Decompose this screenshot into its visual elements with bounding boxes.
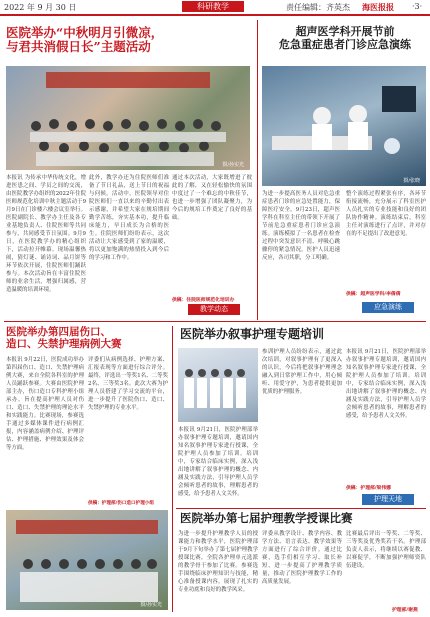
article4-author: 供稿：护理部/梁伟娜	[346, 485, 391, 491]
page-number: ·3·	[412, 2, 423, 11]
article1-column-2: 此外，教学办还为住院医师们准备了节日礼品，送上节日的祝福与问候。活动中，医院领导对住院医师们一直以来的辛勤付出表示感谢，并希望大家在规培期间勤学苦练，夯实基本功，提升临床能力，早日成长为合格的医生。住院医师们纷纷表示，这次活动让大家感受到了家的温暖，将以更加饱满的热情投入到今后的学习和工作中。	[89, 175, 169, 261]
article3-column-1: 本报讯 9月22日，医院成功举办第四届伤口、造口、失禁护理病例大赛，来自全院各科室的护理人员踊跃参赛。大赛由医院护理部主办，伤口造口专科护理小组承办，旨在提高护理人员对伤口、造口、失禁护理的理论水平和实践能力。比赛现场，参赛选手通过多媒体课件进行病例汇报，内容涵盖病例介绍、护理评估、护理措施、护理效果及体会等方面。	[6, 357, 84, 451]
editor-credit: 责任编辑：齐英杰	[286, 3, 350, 12]
article4-column-2: 参训护理人员纷纷表示，通过此次培训，对叙事护理有了更深入的认识，今后将把叙事护理理念融入到日常护理工作中，用心倾听、用爱守护，为患者提供更加优质的护理服务。	[262, 349, 342, 395]
article2-author: 供稿：超声医学科/李倩倩	[346, 291, 401, 297]
article2-title	[264, 26, 426, 51]
article1-column-3: 通过本次活动，大家既增进了彼此的了解，又在轻松愉快的氛围中度过了一个难忘的中秋佳节，也进一步增强了团队凝聚力，为今后的规培工作奠定了良好的基础。	[172, 175, 252, 221]
article1-author: 供稿：住院医师规范化培训办	[172, 297, 235, 303]
article3-title-line1: 医院举办第四届伤口、	[6, 326, 111, 338]
article4-section-tag: 护理天地	[362, 494, 414, 505]
paper-name: 海医报报	[362, 2, 394, 12]
article3-photo-caption: 摄/孙实光	[140, 602, 162, 608]
article3-title-line2: 造口、失禁护理病例大赛	[6, 338, 122, 351]
group-photo-illustration	[6, 66, 250, 170]
article2-title-line2: 危急重症患者门诊应急演练	[279, 37, 411, 51]
article5-column-1: 为进一步提升护理教学人员的授课能力和教学水平，医院护理部于9月下旬举办了第七届护理教学授课比赛，全院各护理单元选派的教学骨干参加了比赛。参赛选手围绕临床护理知识与技能，精心准备授课内容，展现了扎实的专业功底和良好的教学风采。	[178, 531, 258, 593]
article1-photo-caption: 摄/孙实光	[222, 162, 244, 168]
header-rule	[0, 14, 430, 16]
bottom-column-divider	[172, 326, 173, 612]
article2-section-tag: 应急演练	[362, 302, 414, 313]
issue-date: 2022 年 9 月 30 日	[4, 3, 77, 12]
article5-title: 医院举办第七届护理教学授课比赛	[180, 511, 353, 525]
article2-photo-caption: 摄/张晓	[403, 178, 420, 184]
lower-divider	[176, 508, 426, 509]
article5-author: 护理部/谢燕	[392, 607, 418, 613]
article5-column-3: 比赛最后评出一等奖、二等奖、三等奖及优秀奖若干名。护理部负责人表示，将继续以赛促教、以赛促学，不断加强护理师资队伍建设。	[346, 531, 426, 569]
award-group-illustration	[6, 510, 168, 610]
article2-column-1: 为进一步提高医务人员对危急重症患者门诊的应急处置能力，保障医疗安全，9月23日，超声医学科在科室主任的带领下开展了节前危急重症患者门诊应急演练。演练模拟了一名患者在检查过程中突发意识不清、呼吸心跳骤停的紧急情况，医护人员迅速反应，各司其职，分工明确。	[262, 191, 340, 261]
article3-author: 供稿：护理部/伤口造口护理小组	[88, 501, 154, 506]
article2-column-2: 整个演练过程紧张有序，各环节衔接流畅，充分展示了科室医护人员扎实的专业技能和良好的团队协作精神。演练结束后，科室主任对演练进行了点评，并对存在的不足提出了改进意见。	[346, 191, 426, 237]
article1-column-1: 本报讯 为传承中华传统文化，增进医患之间、学员之间的交流，由医院教学办组织的2022年住院医师规范化培训中秋主题活动于9月9日在门诊楼六楼会议室举行。医院副院长、教学办主任及各专业基地负责人、住院医师等共同参与，共同感受节日氛围。9月9日，在医院教学办的精心组织下，活动拉开帷幕。现场温馨热闹，猜灯谜、诵诗词、品月饼等环节依次开展，住院医师们踊跃参与。本次活动旨在丰富住院医师的业余生活，增强归属感，营造温暖的培训环境。	[6, 175, 86, 293]
column-divider	[257, 20, 258, 320]
article4-photo	[178, 348, 258, 422]
article2-title-line1: 超声医学科开展节前	[295, 25, 395, 38]
middle-divider	[4, 321, 426, 322]
article4-column-1: 本报讯 9月21日，医院护理部举办叙事护理专题培训，邀请国内知名叙事护理专家进行授课，全院护理人员参加了培训。培训中，专家结合临床实例，深入浅出地讲解了叙事护理的概念、内涵及实践方法，引导护理人员学会倾听患者的故事，理解患者的感受，给予患者人文关怀。	[178, 427, 258, 497]
article4-title: 医院举办叙事护理专题培训	[180, 327, 325, 341]
article1-title-line1: 医院举办“中秋明月引微凉，	[6, 25, 164, 40]
article1-title-line2: 与君共消假日长”主题活动	[6, 39, 151, 55]
article1-title	[6, 26, 256, 55]
article3-photo	[6, 510, 168, 610]
section-badge: 科研教学	[182, 1, 244, 12]
article1-section-tag: 教学动态	[188, 304, 240, 315]
emergency-drill-illustration	[262, 66, 426, 186]
page-header	[0, 0, 430, 14]
article1-photo	[6, 66, 250, 170]
article3-title	[6, 326, 170, 350]
training-group-illustration	[178, 348, 258, 422]
article5-column-2: 评委从教学设计、教学内容、教学方法、语言表达、教学效果等方面进行了综合评价。通过比赛，选手们相互学习、取长补短，进一步提高了护理教学质量，推动了医院护理教学工作的高质量发展。	[262, 531, 342, 585]
article3-column-2: 评委们从病例选择、护理方案、汇报表现等方面进行综合评分。最终，评选出一等奖1名、二等奖2名、三等奖3名。此次大赛为护理人员搭建了学习交流的平台，进一步提升了医院伤口、造口、失禁护理的专业水平。	[88, 357, 168, 411]
article2-photo	[262, 66, 426, 186]
article4-column-3: 本报讯 9月21日，医院护理部举办叙事护理专题培训，邀请国内知名叙事护理专家进行授课，全院护理人员参加了培训。培训中，专家结合临床实例，深入浅出地讲解了叙事护理的概念、内涵及实践方法，引导护理人员学会倾听患者的故事，理解患者的感受，给予患者人文关怀。	[346, 349, 426, 419]
